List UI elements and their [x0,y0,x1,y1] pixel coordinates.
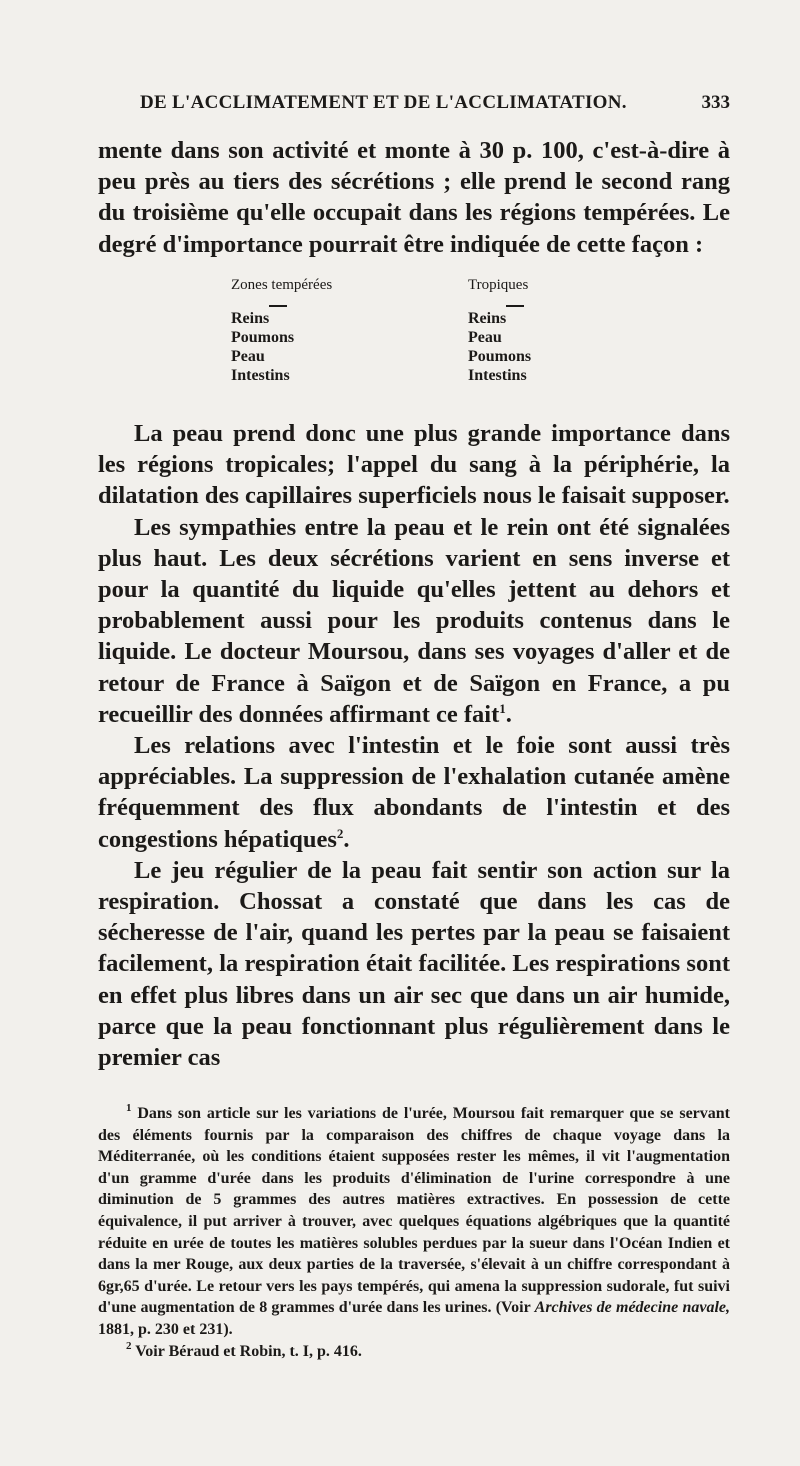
temperate-item: Reins [231,310,270,327]
footnote-ref[interactable]: 1 [499,700,506,716]
temperate-item: Intestins [231,367,290,384]
journal-title: Archives de médecine navale, [534,1299,730,1317]
footnotes [98,1103,730,1362]
paragraph [98,418,730,512]
organ-ranking-table [98,275,730,405]
tropics-item: Intestins [468,367,527,384]
temperate-column [231,275,431,385]
footnote-mark: 1 [126,1102,132,1114]
paragraph-text: Le jeu régulier de la peau fait sentir son action sur la respiration. Chossat a constaté que dans les cas de sécheresse de l'air, quand les pertes par la peau se faisaient facilement, la respiration était facilitée. Les respirations sont en effet plus libres dans un air sec que dans un air humide, parce que la peau fonctionnant plus régulièrement dans le premier cas [98,856,730,1072]
footnote-ref[interactable]: 2 [336,825,344,841]
column-rule [506,305,524,307]
footnote [98,1103,730,1341]
paragraph-end: . [505,700,512,728]
page-number: 333 [701,92,730,113]
running-title: DE L'ACCLIMATEMENT ET DE L'ACCLIMATATION. [140,92,627,113]
paragraph [98,730,730,855]
tropics-heading: Tropiques [468,277,529,293]
tropics-item: Peau [468,329,502,346]
temperate-heading: Zones tempérées [231,277,333,293]
temperate-item: Poumons [231,329,295,346]
paragraph [98,855,730,1073]
paragraph-end: . [343,825,350,853]
paragraph-text: Les relations avec l'intestin et le foie sont aussi très appréciables. La suppression de l'exhalation cutanée amène fréquemment des flux abondants de l'intestin et des congestions hépatiques [98,732,730,853]
footnote [98,1341,730,1363]
intro-paragraph [98,135,730,260]
paragraph-text: Les sympathies entre la peau et le rein ont été signalées plus haut. Les deux sécrétions varient en sens inverse et pour la quantité du liquide qu'elles jettent au dehors et probablement aussi pour les produits contenus dans le liquide. Le docteur Moursou, dans ses voyages d'aller et de retour de France à Saïgon et de Saïgon en France, a pu recueillir des données affirmant ce fait [98,513,730,728]
tropics-column [468,275,668,385]
tropics-item: Poumons [468,348,532,365]
footnote-end: 1881, p. 230 et 231). [98,1320,233,1338]
column-rule [269,305,287,307]
paragraph-text: La peau prend donc une plus grande importance dans les régions tropicales; l'appel du sang à la périphérie, la dilatation des capillaires superficiels nous le faisait supposer. [98,420,730,510]
intro-text: mente dans son activité et monte à 30 p. 100, c'est-à-dire à peu près au tiers des sécrétions ; elle prend le second rang du troisième qu'elle occupait dans les régions tempérées. Le degré d'importance pourrait être indiquée de cette façon : [98,137,730,258]
page-header [98,92,730,120]
footnote-mark: 2 [126,1339,132,1352]
footnote-text: Voir Béraud et Robin, t. I, p. 416. [135,1342,362,1360]
body-text [98,418,730,1073]
footnote-text: Dans son article sur les variations de l'urée, Moursou fait remarquer que se servant des éléments fournis par la comparaison des chiffres de chaque voyage dans la Méditerranée, où les conditions étaient supposées rester les mêmes, il vit l'augmentation d'un gramme d'urée dans les produits d'élimination de l'urine correspondre à une diminution de 5 grammes des autres matières extractives. En possession de cette équivalence, il put arriver à trouver, avec quelques équations algébriques que la quantité réduite en urée de toutes les matières solubles perdues par la sueur dans l'Océan Indien et dans la mer Rouge, aux deux parties de la traversée, s'élevait à un chiffre correspondant à 6gr,65 d'urée. Le retour vers les pays tempérés, qui amena la suppression sudorale, fut suivi d'une augmentation de 8 grammes d'urée dans les urines. (Voir [98,1105,730,1317]
tropics-item: Reins [468,310,507,327]
paragraph [98,512,730,730]
temperate-item: Peau [231,348,265,365]
